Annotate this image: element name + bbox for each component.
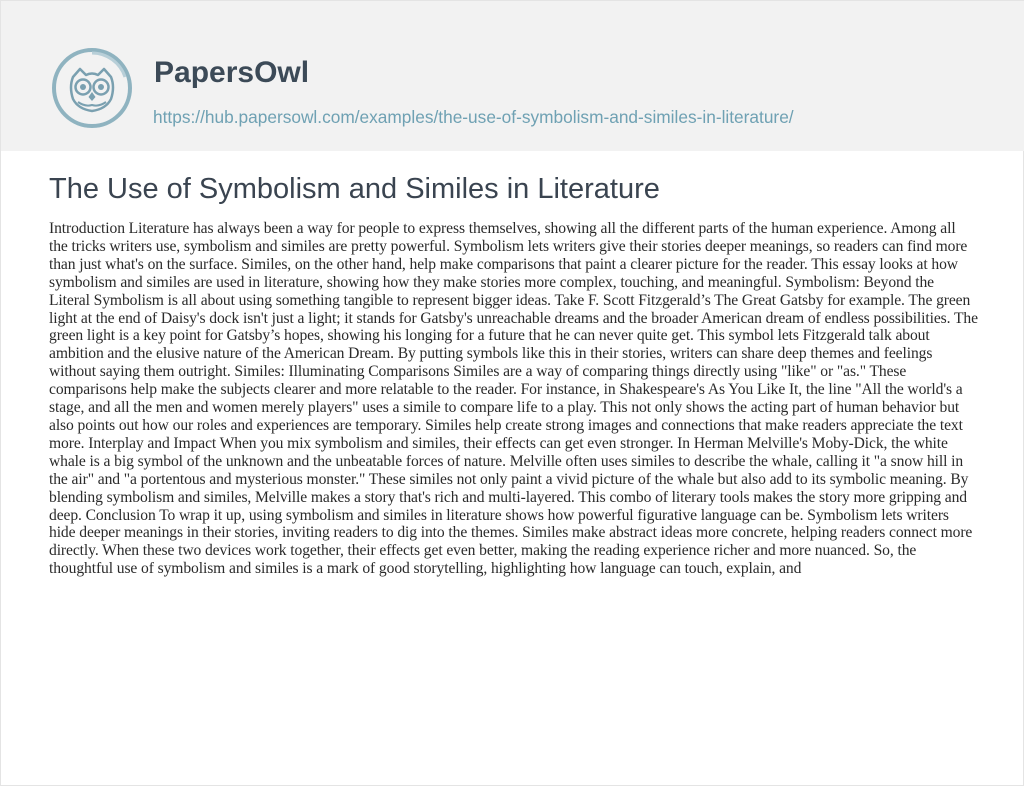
owl-logo-icon[interactable] — [51, 47, 133, 129]
source-url-link[interactable]: https://hub.papersowl.com/examples/the-use-of-symbolism-and-similes-in-literature/ — [153, 107, 794, 127]
essay-body-text: Introduction Literature has always been a way for people to express themselves, showing all the different parts of the human experience. Among all the tricks writers use, symbolism and similes are pretty powerful. Symbolism lets writers give their stories deeper meanings, so readers can find more than just what's on the surface. Similes, on the other hand, help make comparisons that paint a clearer picture for the reader. This essay looks at how symbolism and similes are used in literature, showing how they make stories more complex, touching, and meaningful. Symbolism: Beyond the Literal Symbolism is all about using something tangible to represent bigger ideas. Take F. Scott Fitzgerald’s The Great Gatsby for example. The green light at the end of Daisy's dock isn't just a light; it stands for Gatsby's unreachable dreams and the broader American dream of endless possibilities. The green light is a key point for Gatsby’s hopes, showing his longing for a future that he can never quite get. This symbol lets Fitzgerald talk about ambition and the elusive nature of the American Dream. By putting symbols like this in their stories, writers can share deep themes and feelings without saying them outright. Similes: Illuminating Comparisons Similes are a way of comparing things directly using "like" or "as." These comparisons help make the subjects clearer and more relatable to the reader. For instance, in Shakespeare's As You Like It, the line "All the world's a stage, and all the men and women merely players" uses a simile to compare life to a play. This not only shows the acting part of human behavior but also points out how our roles and experiences are temporary. Similes help create strong images and connections that make readers appreciate the text more. Interplay and Impact When you mix symbolism and similes, their effects can get even stronger. In Herman Melville's Moby-Dick, the white whale is a big symbol of the unknown and the unbeatable forces of nature. Melville often uses similes to describe the whale, calling it "a snow hill in the air" and "a portentous and mysterious monster." These similes not only paint a vivid picture of the whale but also add to its symbolic meaning. By blending symbolism and similes, Melville makes a story that's rich and multi-layered. This combo of literary tools makes the story more gripping and deep. Conclusion To wrap it up, using symbolism and similes in literature shows how powerful figurative language can be. Symbolism lets writers hide deeper meanings in their stories, inviting readers to dig into the themes. Similes make abstract ideas more concrete, helping readers connect more directly. When these two devices work together, their effects get even better, making the reading experience richer and more nuanced. So, the thoughtful use of symbolism and similes is a mark of good storytelling, highlighting how language can touch, explain, and — [49, 220, 978, 578]
document-title: The Use of Symbolism and Similes in Literature — [49, 173, 660, 205]
brand-name[interactable]: PapersOwl — [154, 56, 310, 89]
site-header — [1, 1, 1024, 151]
